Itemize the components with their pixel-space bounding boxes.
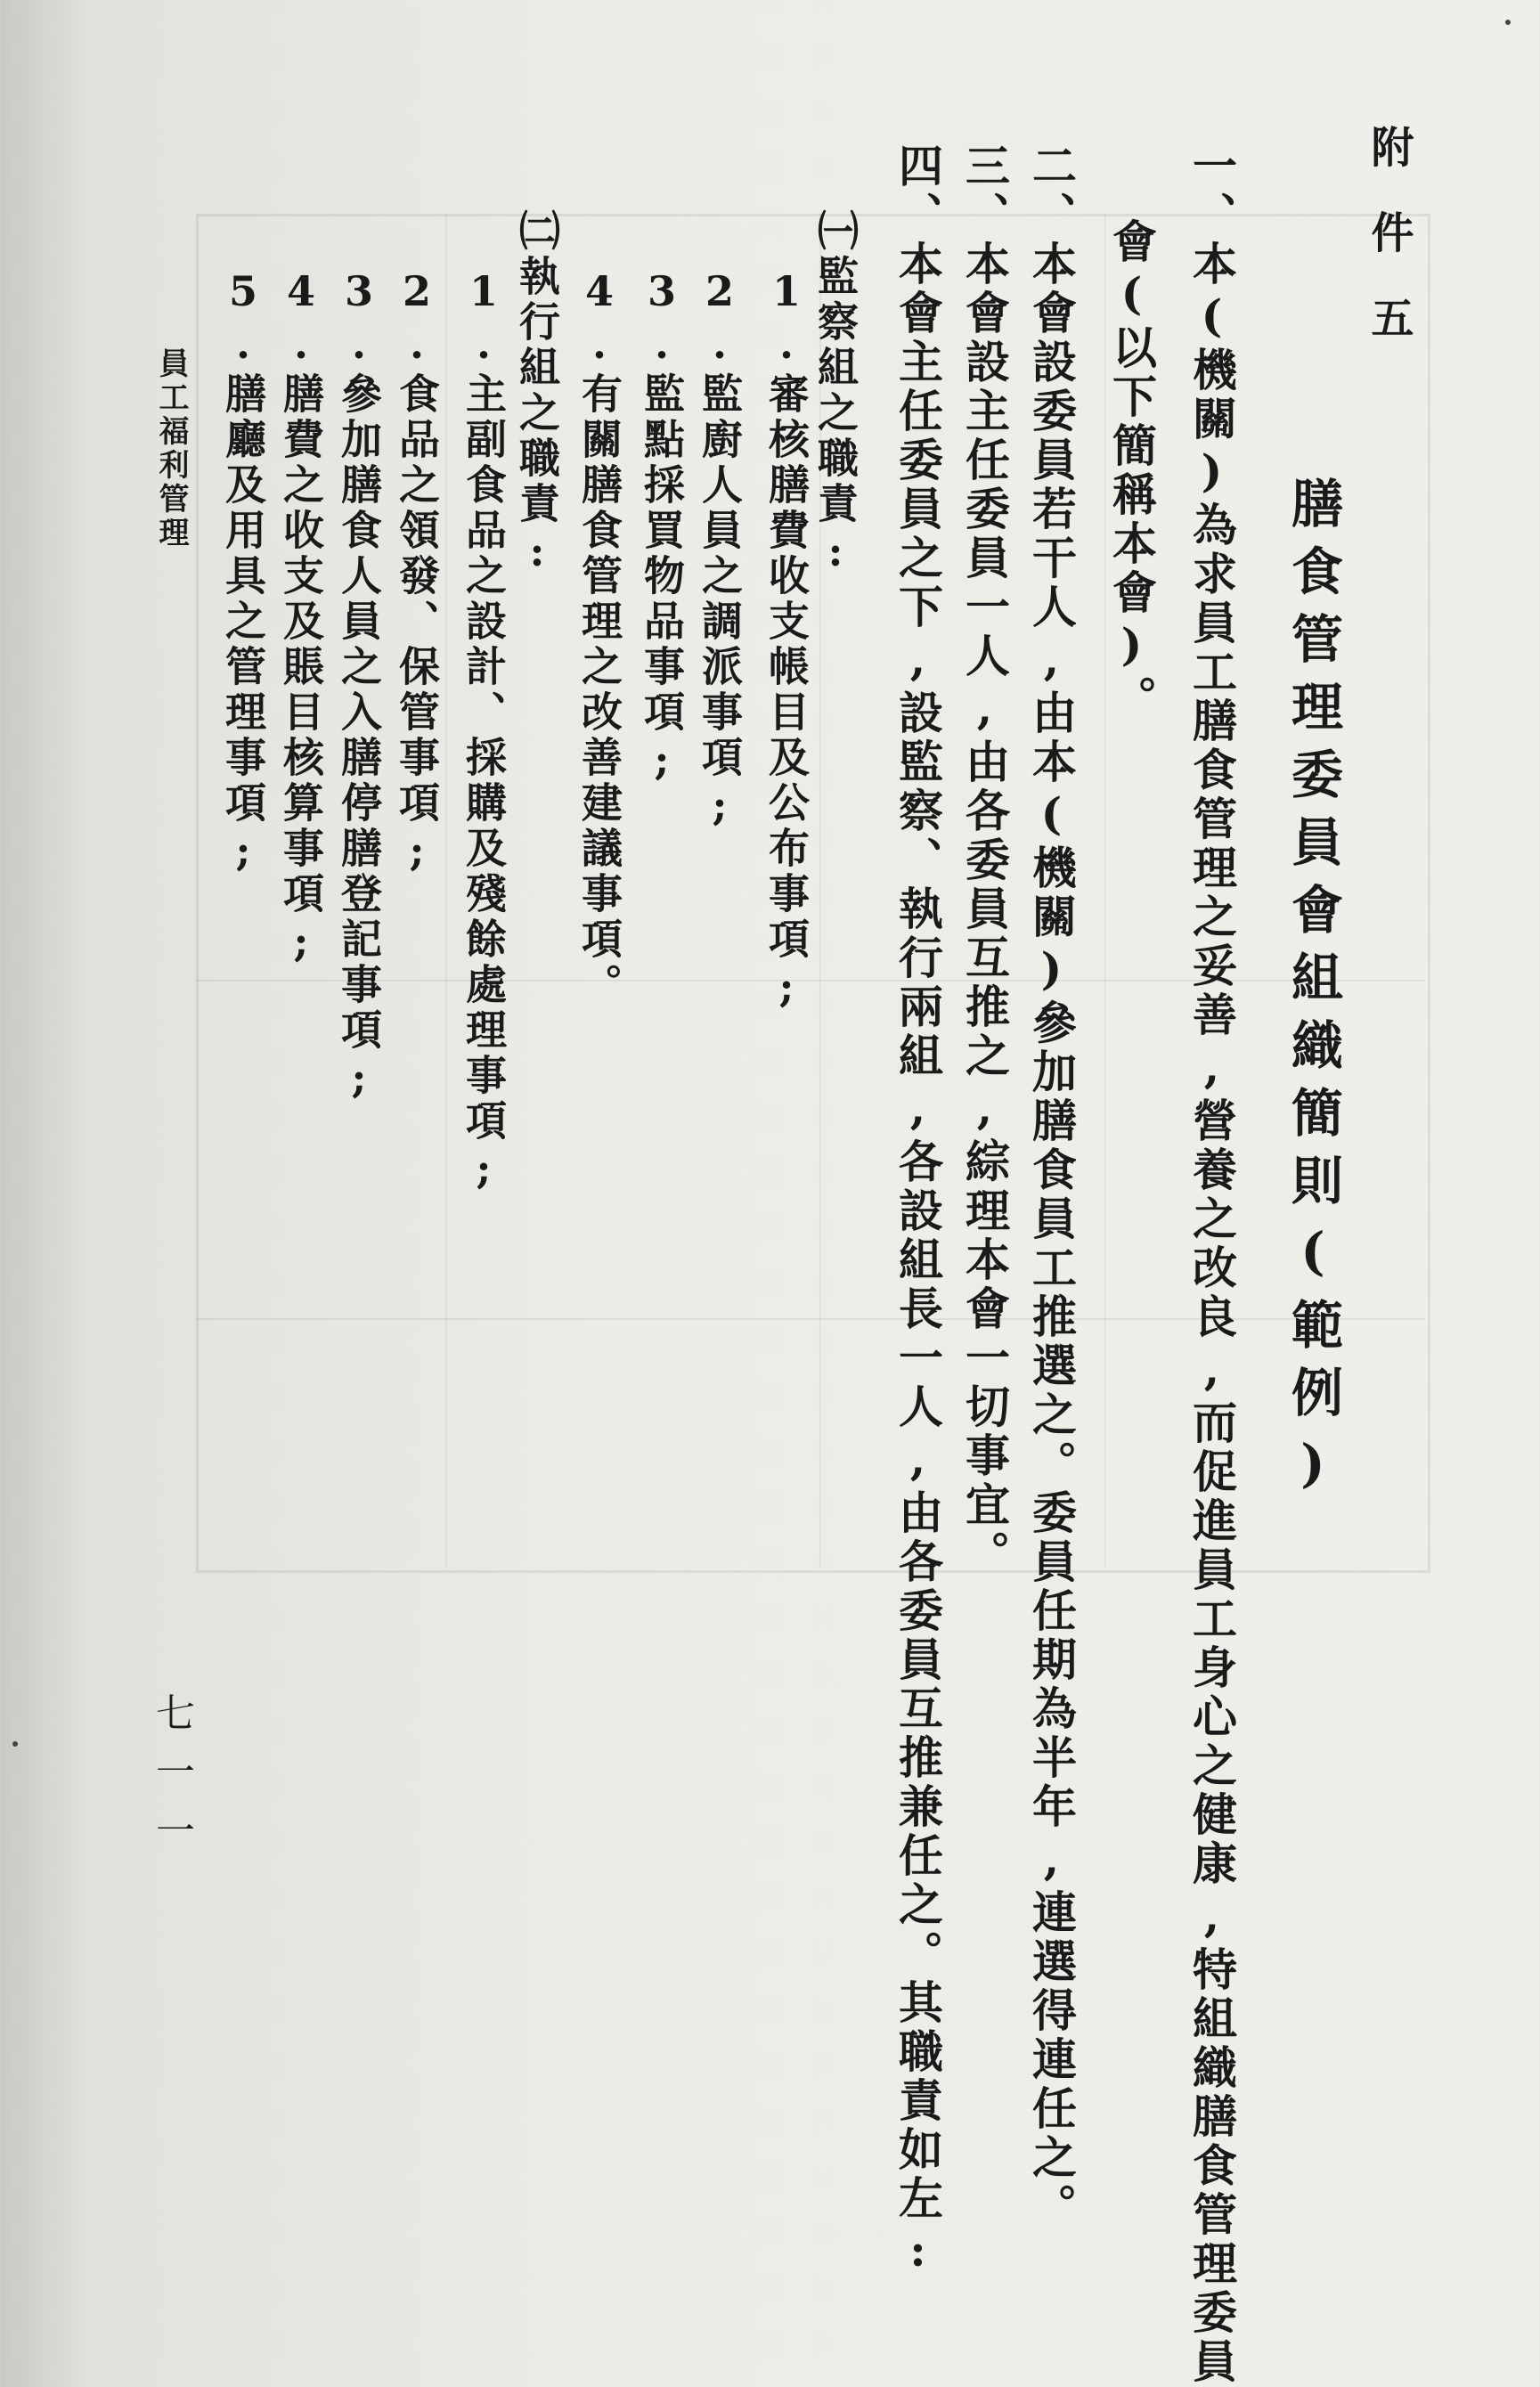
execution-item-2: 2.食品之領發、保管事項; (393, 267, 441, 879)
supervision-item-3: 3.監點採買物品事項; (638, 267, 686, 788)
paper-speck (1505, 20, 1511, 25)
article-2: 二、本會設委員若干人,由本(機關)參加膳食員工推選之。委員任期為半年,連選得連任之。 (1025, 143, 1078, 2232)
execution-item-4: 4.膳費之收支及賬目核算事項; (277, 267, 325, 970)
bleed-through-rule (196, 1318, 1425, 1320)
appendix-label: 附件五 (1364, 125, 1414, 381)
article-1-line-1: 一、本(機關)為求員工膳食管理之妥善,營養之改良,而促進員工身心之健康,特組織膳食管理委員 (1186, 143, 1238, 2387)
section-execution-heading: ㈡執行組之職責: (513, 209, 561, 580)
article-1-line-2: 會(以下簡稱本會)。 (1105, 218, 1158, 724)
supervision-item-2: 2.監廚人員之調派事項; (696, 267, 744, 834)
execution-item-5: 5.膳廳及用具之管理事項; (219, 267, 267, 879)
supervision-item-1: 1.審核膳費收支帳目及公布事項; (762, 267, 811, 1015)
supervision-item-4: 4.有關膳食管理之改善建議事項。 (575, 267, 623, 1008)
article-4: 四、本會主任委員之下,設監察、執行兩組,各設組長一人,由各委員互推兼任之。其職責如左: (892, 143, 944, 2281)
article-3: 三、本會設主任委員一人,由各委員互推之,綜理本會一切事宜。 (958, 143, 1011, 1579)
section-supervision-heading: ㈠監察組之職責: (811, 209, 860, 580)
running-footer: 員工福利管理 (153, 347, 189, 550)
document-title: 膳食管理委員會組織簡則(範例) (1283, 477, 1343, 1510)
execution-item-3: 3.參加膳食人員之入膳停膳登記事項; (335, 267, 383, 1106)
page-number: 七一一 (149, 1692, 194, 1869)
execution-item-1: 1.主副食品之設計、採購及殘餘處理事項; (460, 267, 508, 1197)
paper-speck (12, 1741, 18, 1747)
bleed-through-rule (445, 214, 447, 1568)
